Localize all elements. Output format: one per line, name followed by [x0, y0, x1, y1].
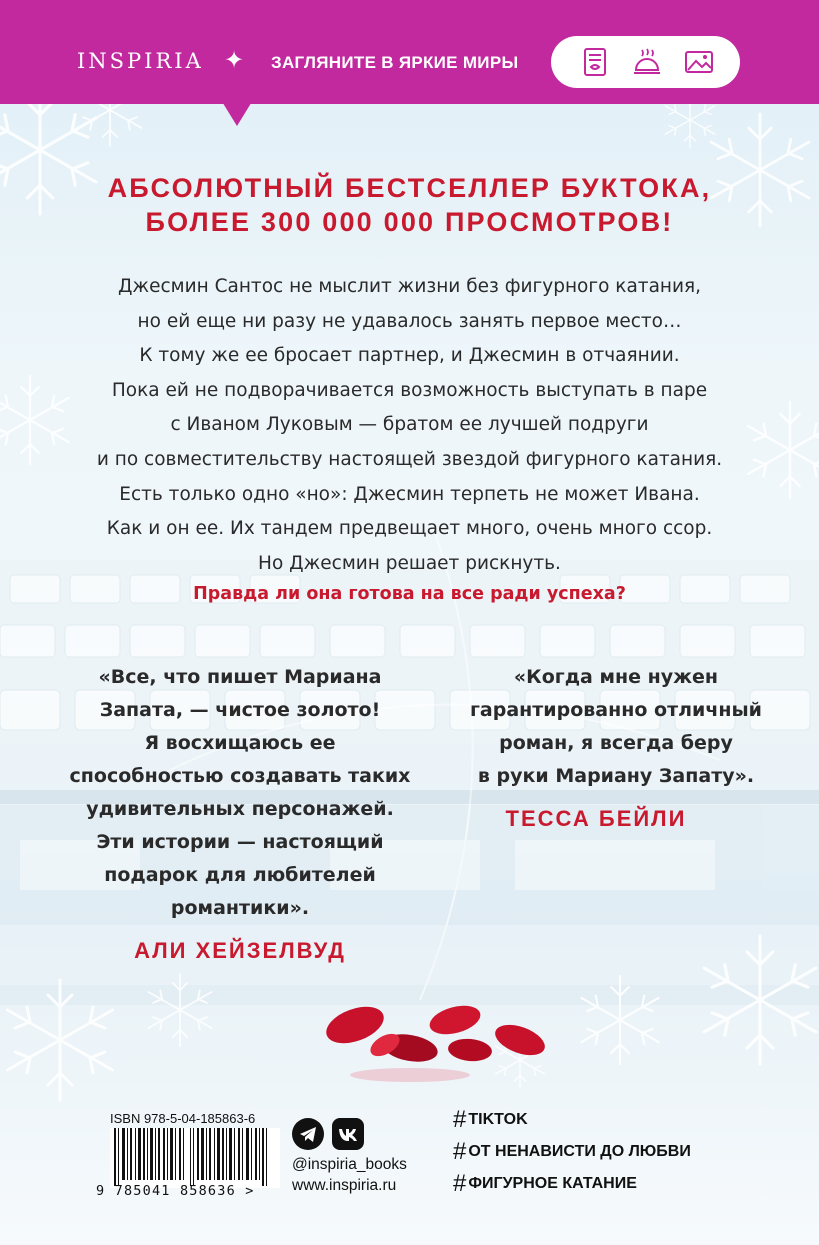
annotation-line: но ей еще ни разу не удавалось занять первое место…	[137, 310, 682, 332]
hashtag-tiktok	[453, 1106, 528, 1134]
quote-line: «Когда мне нужен	[513, 666, 719, 688]
quote-line: способностью создавать таких	[69, 765, 411, 787]
headline-line-2: БОЛЕЕ 300 000 000 ПРОСМОТРОВ!	[145, 207, 674, 237]
hash-glyph: #	[453, 1170, 467, 1197]
annotation-line: К тому же ее бросает партнер, и Джесмин в отчаянии.	[139, 345, 680, 367]
annotation	[0, 270, 819, 581]
isbn-number: ISBN 978-5-04-185863-6	[110, 1111, 256, 1126]
website-link[interactable]: www.inspiria.ru	[292, 1177, 397, 1194]
quote-line: Запата, — чистое золото!	[99, 699, 381, 721]
hashtag-label: ФИГУРНОЕ КАТАНИЕ	[468, 1175, 637, 1192]
hashtag-label: TIKTOK	[468, 1111, 528, 1128]
telegram-glyph	[292, 1118, 324, 1150]
barcode-digits: 9 785041 858636 >	[96, 1183, 255, 1199]
hashtag-label: ОТ НЕНАВИСТИ ДО ЛЮБВИ	[468, 1143, 691, 1160]
quote-line: в руки Мариану Запату».	[477, 765, 755, 787]
annotation-line: Джесмин Сантос не мыслит жизни без фигурного катания,	[117, 276, 702, 297]
vk-icon[interactable]	[332, 1118, 364, 1150]
rose-petals	[321, 1000, 549, 1082]
annotation-line: Есть только одно «но»: Джесмин терпеть не может Ивана.	[119, 483, 700, 505]
annotation-line: с Иваном Луковым — братом ее лучшей подруги	[170, 414, 649, 436]
quote-line: «Все, что пишет Мариана	[98, 666, 382, 688]
social-handle[interactable]: @inspiria_books	[292, 1156, 407, 1173]
annotation-line: Но Джесмин решает рискнуть.	[258, 552, 561, 574]
quote-line: подарок для любителей	[104, 864, 376, 886]
telegram-icon[interactable]	[292, 1118, 324, 1150]
picture-icon	[683, 46, 715, 78]
header-notch	[221, 100, 253, 126]
sparkle-icon: ✦	[224, 46, 245, 74]
genre-icons-pill	[551, 36, 740, 88]
brand-logo: INSPIRIA	[77, 49, 204, 73]
quote-line: Эти истории — настоящий	[96, 831, 384, 853]
quote-right	[416, 661, 816, 793]
quote-line: роман, я всегда беру	[499, 732, 733, 754]
book-icon	[579, 46, 611, 78]
quote-left	[40, 661, 440, 925]
quote-line: гарантированно отличный	[469, 699, 762, 721]
hash-glyph: #	[453, 1106, 467, 1133]
vk-glyph	[332, 1118, 364, 1150]
barcode	[110, 1128, 280, 1188]
hash-glyph: #	[453, 1138, 467, 1165]
quote-author-right: ТЕССА БЕЙЛИ	[505, 806, 687, 831]
annotation-line: и по совместительству настоящей звездой фигурного катания.	[96, 448, 723, 470]
annotation-line: Как и он ее. Их тандем предвещает много, очень много ссор.	[106, 518, 713, 540]
quote-line: Я восхищаюсь ее	[144, 732, 336, 754]
annotation-line: Пока ей не подворачивается возможность выступать в паре	[111, 379, 708, 401]
tagline: ЗАГЛЯНИТЕ В ЯРКИЕ МИРЫ	[271, 53, 519, 72]
quote-line: удивительных персонажей.	[86, 798, 394, 820]
tagline-question: Правда ли она готова на все ради успеха?	[193, 584, 626, 604]
hashtag-enemies-to-lovers	[453, 1138, 691, 1166]
headline-line-1: АБСОЛЮТНЫЙ БЕСТСЕЛЛЕР БУКТОКА,	[107, 173, 712, 203]
cloche-icon	[631, 46, 663, 78]
quote-author-left: АЛИ ХЕЙЗЕЛВУД	[134, 938, 346, 963]
quote-line: романтики».	[170, 897, 310, 919]
hashtag-figure-skating	[453, 1170, 637, 1198]
